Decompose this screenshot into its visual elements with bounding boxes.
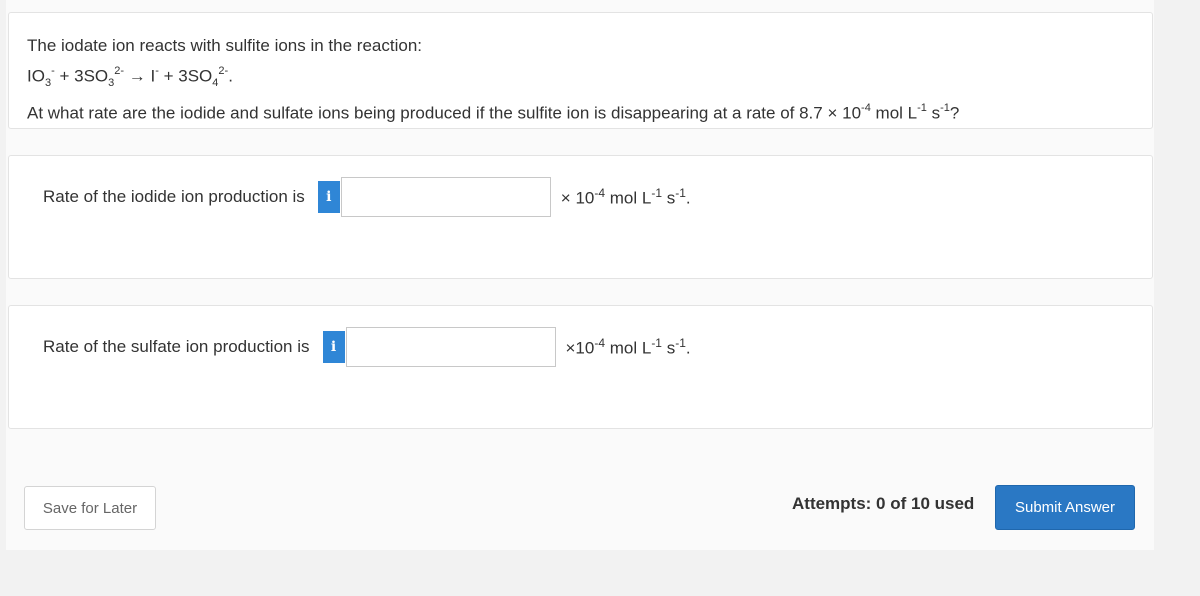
iodide-rate-unit: × $10^{-4}$ mol $L^{-1}$ $s^{-1}$. bbox=[560, 185, 691, 208]
sulfate-rate-label: Rate of the sulfate ion production is bbox=[43, 337, 310, 356]
question-intro: The iodate ion reacts with sulfite ions in the reaction: bbox=[27, 36, 422, 55]
submit-answer-button[interactable]: Submit Answer bbox=[995, 485, 1135, 530]
attempts-counter: Attempts: 0 of 10 used bbox=[792, 494, 975, 513]
answer-card-iodide bbox=[8, 155, 1153, 279]
question-prompt: At what rate are the iodide and sulfate ions being produced if the sulfite ion is disappearing at a rate of $8.7 \times 10^{-4}$ mol $L^{-1}$ $s^{-1}$? bbox=[27, 102, 960, 123]
save-for-later-button[interactable]: Save for Later bbox=[24, 486, 156, 530]
iodide-rate-label: Rate of the iodide ion production is bbox=[43, 187, 305, 206]
info-icon[interactable]: i bbox=[318, 181, 340, 213]
answer-row-sulfate bbox=[43, 327, 691, 367]
sulfate-rate-input[interactable] bbox=[346, 327, 556, 367]
answer-card-sulfate bbox=[8, 305, 1153, 429]
answer-row-iodide bbox=[43, 177, 691, 217]
iodide-rate-input[interactable] bbox=[341, 177, 551, 217]
footer-bar bbox=[0, 470, 1200, 530]
reaction-equation: $IO_3^- + 3SO_3^{2-} \to I^- + 3SO_4^{2-}$. bbox=[27, 65, 233, 90]
info-icon[interactable]: i bbox=[323, 331, 345, 363]
sulfate-rate-unit: $\times 10^{-4}$ mol $L^{-1}$ $s^{-1}$. bbox=[565, 335, 691, 358]
question-card bbox=[8, 12, 1153, 129]
